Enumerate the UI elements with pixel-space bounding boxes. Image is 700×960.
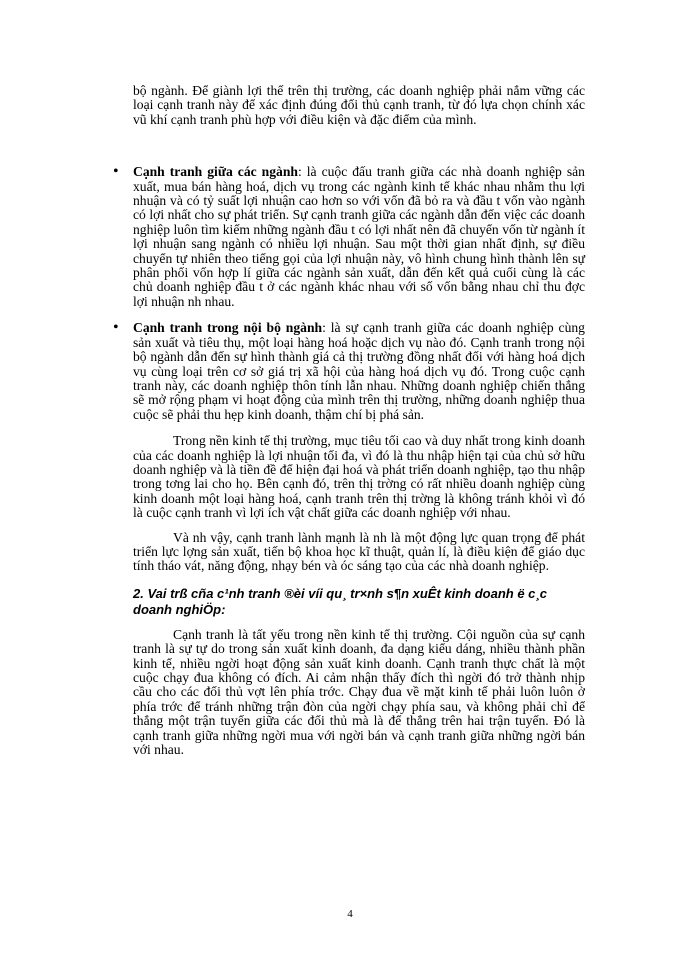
paragraph-market-goal: Trong nền kinh tế thị trường, mục tiêu tối cao và duy nhất trong kinh doanh của các doanh nghiệp là lợi nhuận tối đa, vì đó là thu nhập hiện tại của chủ sở hữu doanh nghiệp và là tiền đề để hiện đại hoá và phát triển doanh nghiệp, tạo thu nhập trong tơng lai cho họ. Bên cạnh đó, trên thị trờng có rất nhiều doanh nghiệp cùng kinh doanh một loại hàng hoá, cạnh tranh trên thị trờng là không tránh khỏi vì đó là cuộc cạnh tranh vì lợi ích vật chất giữa các doanh nghiệp với nhau. <box>133 433 585 521</box>
text-intra-industry: : là sự cạnh tranh giữa các doanh nghiệp cùng sản xuất và tiêu thụ, một loại hàng hoá hoặc dịch vụ nào đó. Cạnh tranh trong nội bộ ngành dẫn đến sự hình thành giá cả thị trường đồng nhất đối với hàng hoá dịch vụ cùng loại trên cơ sở giá trị xã hội của hàng hoá dịch vụ đó. Trong cuộc cạnh tranh này, các doanh nghiệp thôn tính lẫn nhau. Những doanh nghiệp chiến thắng sẽ mở rộng phạm vi hoạt động của mình trên thị trường, những doanh nghiệp thua cuộc sẽ phải thu hẹp kinh doanh, thậm chí bị phá sản. <box>133 320 585 422</box>
bullet-inter-industry <box>113 163 585 309</box>
bullet-intra-industry <box>113 319 585 422</box>
term-intra-industry: Cạnh tranh trong nội bộ ngành <box>133 320 323 336</box>
paragraph-role-of-competition: Cạnh tranh là tất yếu trong nền kinh tế thị trường. Cội nguồn của sự cạnh tranh là sự tự do trong sản xuất kinh doanh, đa dạng kiểu dáng, nhiều thành phần kinh tế, nhiều ngời hoạt động sản xuất kinh doanh. Cạnh tranh thực chất là một cuộc chạy đua không có đích. Ai cảm nhận thấy đích thì ngời đó trở thành nhịp cầu cho các đối thủ vợt lên phía trớc. Chạy đua về mặt kinh tế phải luôn luôn ở phía trớc để tránh những trận đòn của ngời chạy phía sau, và không phải chỉ để thắng một trận tuyến giữa các đối thủ mà là để thắng trên hai trận tuyến. Đó là cạnh tranh giữa những ngời mua với ngời bán và cạnh tranh giữa những ngời bán với nhau. <box>133 626 585 758</box>
document-body <box>113 83 585 758</box>
section-heading: 2. Vai trß cña c¹nh tranh ®èi víi qu¸ tr×nh s¶n xuÊt kinh doanh ë c¸c doanh nghiÖp: <box>133 585 547 617</box>
bullet-icon: • <box>113 163 119 181</box>
page-number: 4 <box>347 908 353 920</box>
paragraph-intro: bộ ngành. Để giành lợi thế trên thị trường, các doanh nghiệp phải nắm vững các loại cạnh tranh này để xác định đúng đối thủ cạnh tranh, từ đó lựa chọn chính xác vũ khí cạnh tranh phù hợp với điều kiện và đặc điểm của mình. <box>133 83 585 127</box>
text-inter-industry: : là cuộc đấu tranh giữa các nhà doanh nghiệp sản xuất, mua bán hàng hoá, dịch vụ trong các ngành kinh tế khác nhau nhằm thu lợi nhuận và có tỷ suất lợi nhuận cao hơn so với vốn đã bỏ ra và đầu t vốn vào ngành có lợi nhất cho sự phát triển. Sự cạnh tranh giữa các ngành dẫn đến việc các doanh nghiệp luôn tìm kiếm những ngành đầu t có lợi nhất nên đã chuyển vốn từ ngành ít lợi nhuận sang ngành có nhiều lợi nhuận. Sau một thời gian nhất định, sự điều chuyển tự nhiên theo tiếng gọi của lợi nhuận này, vô hình chung hình thành lên sự phân phối vốn hợp lí giữa các ngành sản xuất, dẫn đến kết quả cuối cùng là các chủ doanh nghiệp đầu t ở các ngành khác nhau với số vốn bằng nhau chỉ thu đợc lợi nhuận nh nhau. <box>133 164 585 309</box>
term-inter-industry: Cạnh tranh giữa các ngành <box>133 164 298 180</box>
bullet-icon: • <box>113 319 119 337</box>
paragraph-conclusion: Và nh vậy, cạnh tranh lành mạnh là nh là một động lực quan trọng để phát triển lực lợng sản xuất, tiến bộ khoa học kĩ thuật, quản lí, là điều kiện để giáo dục tính tháo vát, năng động, nhạy bén và óc sáng tạo của các nhà doanh nghiệp. <box>133 529 585 574</box>
